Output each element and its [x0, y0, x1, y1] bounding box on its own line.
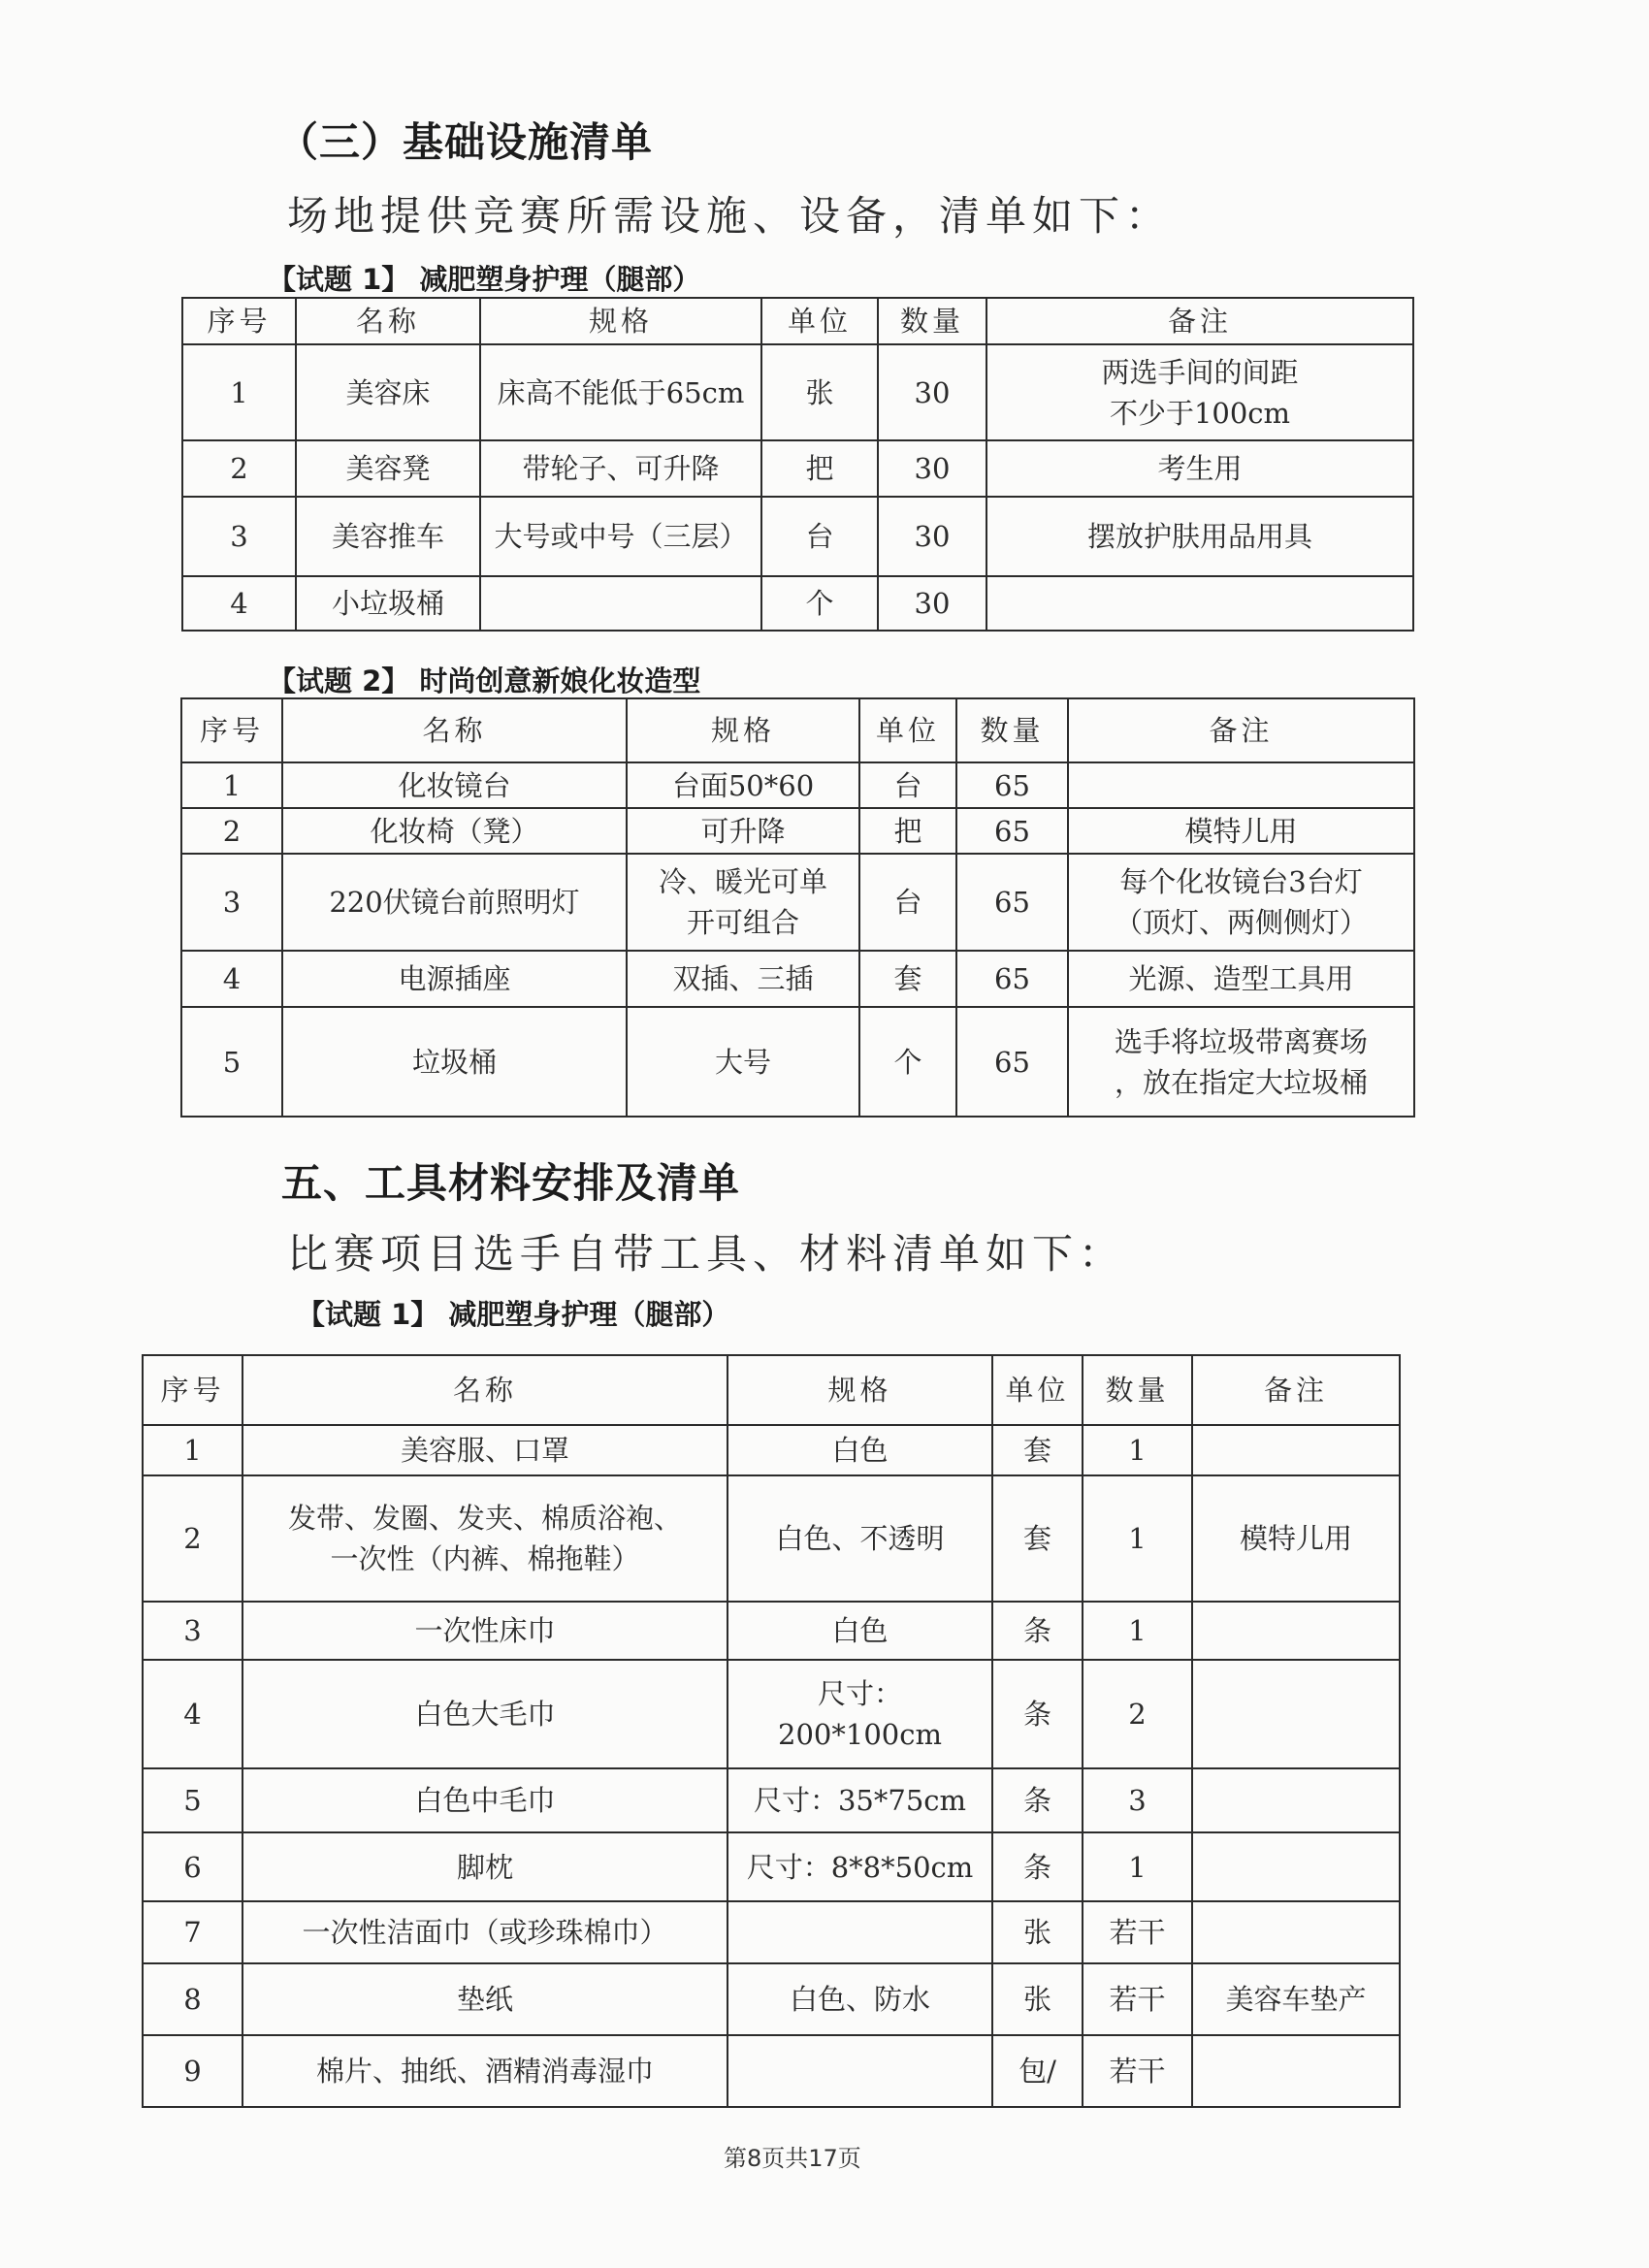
infrastructure-table-1 [181, 297, 1414, 632]
cell-unit: 条 [992, 1768, 1083, 1832]
cell-remarks [1192, 2035, 1400, 2107]
cell-unit: 把 [761, 440, 878, 497]
column-header-remarks: 备注 [986, 298, 1413, 344]
cell-quantity: 1 [1083, 1425, 1192, 1475]
cell-unit: 张 [992, 1963, 1083, 2035]
cell-quantity: 2 [1083, 1660, 1192, 1768]
column-header-item-name: 名称 [242, 1355, 728, 1425]
column-header-specification: 规格 [480, 298, 761, 344]
cell-unit: 条 [992, 1832, 1083, 1901]
cell-quantity: 65 [956, 762, 1068, 808]
cell-remarks: 两选手间的间距 不少于100cm [986, 344, 1413, 440]
cell-item-name: 美容床 [296, 344, 480, 440]
cell-specification: 大号 [627, 1007, 859, 1117]
column-header-remarks: 备注 [1068, 698, 1414, 762]
cell-unit: 套 [859, 951, 956, 1007]
cell-quantity: 30 [878, 440, 986, 497]
page-footer: 第8页共17页 [724, 2145, 861, 2172]
cell-remarks [1068, 762, 1414, 808]
column-header-unit: 单位 [992, 1355, 1083, 1425]
cell-item-name: 发带、发圈、发夹、棉质浴袍、 一次性（内裤、棉拖鞋） [242, 1475, 728, 1602]
cell-remarks: 美容车垫产 [1192, 1963, 1400, 2035]
cell-row-number: 3 [182, 497, 296, 576]
table-row [181, 951, 1414, 1007]
table-row [143, 1832, 1400, 1901]
column-header-item-name: 名称 [282, 698, 627, 762]
cell-row-number: 1 [143, 1425, 242, 1475]
cell-quantity: 30 [878, 497, 986, 576]
cell-quantity: 1 [1083, 1602, 1192, 1660]
cell-item-name: 棉片、抽纸、酒精消毒湿巾 [242, 2035, 728, 2107]
cell-quantity: 30 [878, 344, 986, 440]
cell-quantity: 1 [1083, 1832, 1192, 1901]
cell-remarks: 模特儿用 [1192, 1475, 1400, 1602]
infrastructure-table-2 [180, 697, 1415, 1118]
cell-specification: 白色 [728, 1425, 992, 1475]
cell-unit: 张 [992, 1901, 1083, 1963]
table-header-row [181, 698, 1414, 762]
cell-unit: 包/ [992, 2035, 1083, 2107]
cell-row-number: 3 [181, 854, 282, 951]
cell-specification: 双插、三插 [627, 951, 859, 1007]
table-row [143, 1660, 1400, 1768]
table-row [143, 1602, 1400, 1660]
column-header-unit: 单位 [761, 298, 878, 344]
cell-quantity: 1 [1083, 1475, 1192, 1602]
column-header-row-number: 序号 [181, 698, 282, 762]
cell-row-number: 4 [181, 951, 282, 1007]
cell-specification: 可升降 [627, 808, 859, 854]
cell-row-number: 4 [143, 1660, 242, 1768]
cell-quantity: 若干 [1083, 1901, 1192, 1963]
cell-specification: 床高不能低于65cm [480, 344, 761, 440]
cell-quantity: 若干 [1083, 1963, 1192, 2035]
cell-row-number: 2 [143, 1475, 242, 1602]
table-row [181, 1007, 1414, 1117]
cell-remarks [1192, 1425, 1400, 1475]
cell-item-name: 美容服、口罩 [242, 1425, 728, 1475]
cell-specification [480, 576, 761, 631]
column-header-specification: 规格 [728, 1355, 992, 1425]
cell-unit: 个 [761, 576, 878, 631]
cell-item-name: 垃圾桶 [282, 1007, 627, 1117]
column-header-quantity: 数量 [878, 298, 986, 344]
table-row [181, 854, 1414, 951]
column-header-row-number: 序号 [143, 1355, 242, 1425]
cell-specification: 白色、不透明 [728, 1475, 992, 1602]
table-row [182, 576, 1413, 631]
cell-item-name: 一次性洁面巾（或珍珠棉巾） [242, 1901, 728, 1963]
cell-unit: 套 [992, 1425, 1083, 1475]
table-caption-infra-2: 【试题 2】 时尚创意新娘化妆造型 [268, 664, 701, 697]
cell-quantity: 65 [956, 1007, 1068, 1117]
cell-row-number: 2 [181, 808, 282, 854]
cell-row-number: 5 [181, 1007, 282, 1117]
table-header-row [143, 1355, 1400, 1425]
column-header-row-number: 序号 [182, 298, 296, 344]
table-caption-infra-1: 【试题 1】 减肥塑身护理（腿部） [268, 263, 701, 296]
cell-remarks: 摆放护肤用品用具 [986, 497, 1413, 576]
cell-item-name: 电源插座 [282, 951, 627, 1007]
cell-item-name: 白色中毛巾 [242, 1768, 728, 1832]
cell-unit: 条 [992, 1602, 1083, 1660]
column-header-remarks: 备注 [1192, 1355, 1400, 1425]
cell-remarks [1192, 1602, 1400, 1660]
cell-specification: 冷、暖光可单 开可组合 [627, 854, 859, 951]
cell-specification [728, 2035, 992, 2107]
cell-item-name: 化妆镜台 [282, 762, 627, 808]
cell-unit: 台 [859, 762, 956, 808]
section-title-tools: 五、工具材料安排及清单 [281, 1159, 741, 1207]
table-row [143, 1901, 1400, 1963]
cell-unit: 个 [859, 1007, 956, 1117]
cell-quantity: 若干 [1083, 2035, 1192, 2107]
cell-row-number: 1 [182, 344, 296, 440]
table-row [143, 1475, 1400, 1602]
table-row [143, 2035, 1400, 2107]
section-intro-infrastructure: 场地提供竞赛所需设施、设备，清单如下： [287, 192, 1173, 240]
cell-remarks: 模特儿用 [1068, 808, 1414, 854]
cell-row-number: 9 [143, 2035, 242, 2107]
cell-item-name: 一次性床巾 [242, 1602, 728, 1660]
cell-unit: 把 [859, 808, 956, 854]
cell-specification: 白色 [728, 1602, 992, 1660]
cell-remarks [1192, 1660, 1400, 1768]
cell-specification [728, 1901, 992, 1963]
table-row [143, 1768, 1400, 1832]
cell-specification: 白色、防水 [728, 1963, 992, 2035]
cell-row-number: 2 [182, 440, 296, 497]
table-row [182, 440, 1413, 497]
cell-specification: 尺寸： 200*100cm [728, 1660, 992, 1768]
cell-unit: 台 [859, 854, 956, 951]
cell-specification: 大号或中号（三层） [480, 497, 761, 576]
cell-row-number: 8 [143, 1963, 242, 2035]
cell-remarks [1192, 1832, 1400, 1901]
table-row [181, 762, 1414, 808]
cell-row-number: 5 [143, 1768, 242, 1832]
cell-remarks [1192, 1901, 1400, 1963]
cell-quantity: 30 [878, 576, 986, 631]
cell-remarks: 选手将垃圾带离赛场 ，放在指定大垃圾桶 [1068, 1007, 1414, 1117]
tools-table-1 [142, 1354, 1401, 2108]
cell-item-name: 化妆椅（凳） [282, 808, 627, 854]
cell-item-name: 美容凳 [296, 440, 480, 497]
column-header-specification: 规格 [627, 698, 859, 762]
cell-remarks: 光源、造型工具用 [1068, 951, 1414, 1007]
cell-item-name: 脚枕 [242, 1832, 728, 1901]
cell-remarks [1192, 1768, 1400, 1832]
column-header-item-name: 名称 [296, 298, 480, 344]
table-row [182, 344, 1413, 440]
cell-row-number: 3 [143, 1602, 242, 1660]
table-row [143, 1425, 1400, 1475]
table-header-row [182, 298, 1413, 344]
cell-unit: 套 [992, 1475, 1083, 1602]
column-header-quantity: 数量 [956, 698, 1068, 762]
column-header-unit: 单位 [859, 698, 956, 762]
cell-row-number: 6 [143, 1832, 242, 1901]
column-header-quantity: 数量 [1083, 1355, 1192, 1425]
section-intro-tools: 比赛项目选手自带工具、材料清单如下： [287, 1230, 1126, 1278]
cell-unit: 台 [761, 497, 878, 576]
cell-unit: 张 [761, 344, 878, 440]
cell-item-name: 白色大毛巾 [242, 1660, 728, 1768]
cell-quantity: 65 [956, 808, 1068, 854]
cell-unit: 条 [992, 1660, 1083, 1768]
section-title-infrastructure: （三）基础设施清单 [277, 118, 654, 166]
table-row [181, 808, 1414, 854]
cell-specification: 带轮子、可升降 [480, 440, 761, 497]
cell-specification: 尺寸：8*8*50cm [728, 1832, 992, 1901]
table-row [143, 1963, 1400, 2035]
cell-item-name: 220伏镜台前照明灯 [282, 854, 627, 951]
cell-item-name: 小垃圾桶 [296, 576, 480, 631]
cell-remarks: 考生用 [986, 440, 1413, 497]
table-row [182, 497, 1413, 576]
cell-row-number: 4 [182, 576, 296, 631]
cell-item-name: 美容推车 [296, 497, 480, 576]
cell-specification: 台面50*60 [627, 762, 859, 808]
cell-remarks [986, 576, 1413, 631]
cell-specification: 尺寸：35*75cm [728, 1768, 992, 1832]
cell-remarks: 每个化妆镜台3台灯 （顶灯、两侧侧灯） [1068, 854, 1414, 951]
cell-row-number: 7 [143, 1901, 242, 1963]
cell-quantity: 65 [956, 854, 1068, 951]
cell-row-number: 1 [181, 762, 282, 808]
table-caption-tools-1: 【试题 1】 减肥塑身护理（腿部） [297, 1298, 730, 1331]
cell-quantity: 3 [1083, 1768, 1192, 1832]
cell-quantity: 65 [956, 951, 1068, 1007]
cell-item-name: 垫纸 [242, 1963, 728, 2035]
